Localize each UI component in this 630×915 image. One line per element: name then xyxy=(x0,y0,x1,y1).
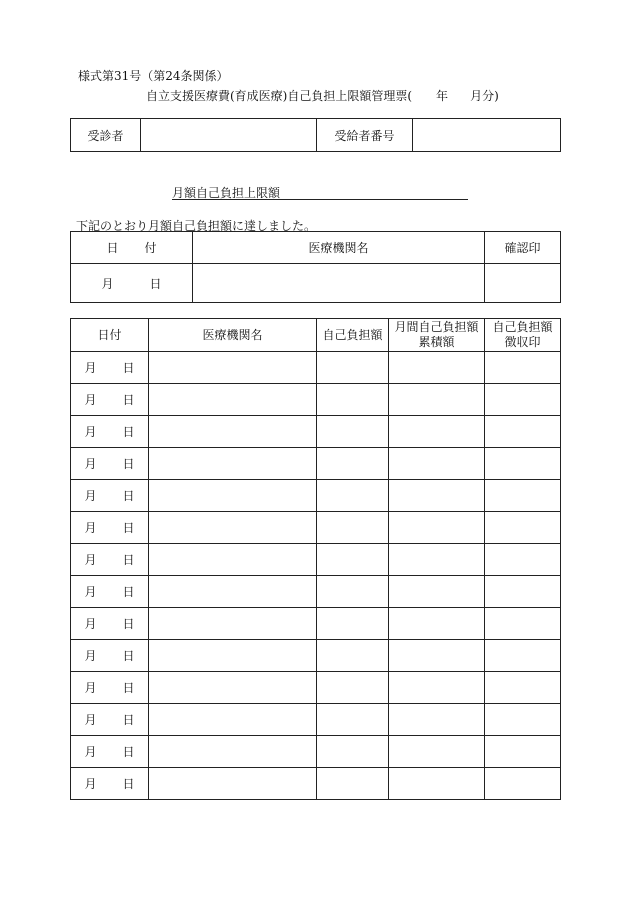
log-copay-cell[interactable] xyxy=(317,576,389,608)
confirmation-institution-cell[interactable] xyxy=(193,264,485,303)
date-header-part1: 日 xyxy=(106,241,119,255)
log-cumulative-cell[interactable] xyxy=(389,736,485,768)
date-header xyxy=(71,232,193,264)
log-stamp-cell[interactable] xyxy=(485,736,561,768)
month-label: 月 xyxy=(84,393,97,407)
recipient-number-field[interactable] xyxy=(413,119,561,152)
log-institution-cell[interactable] xyxy=(149,384,317,416)
patient-label: 受診者 xyxy=(71,119,141,152)
log-copay-cell[interactable] xyxy=(317,352,389,384)
log-date-cell[interactable] xyxy=(71,576,149,608)
day-label: 日 xyxy=(122,425,135,439)
log-stamp-cell[interactable] xyxy=(485,608,561,640)
log-institution-cell[interactable] xyxy=(149,768,317,800)
log-institution-cell[interactable] xyxy=(149,640,317,672)
monthly-limit-field[interactable] xyxy=(172,199,468,200)
table-row xyxy=(71,704,561,736)
table-row xyxy=(71,608,561,640)
month-label: 月 xyxy=(84,713,97,727)
stamp-header-line2: 徴収印 xyxy=(504,335,541,349)
month-label: 月 xyxy=(84,777,97,791)
institution-header: 医療機関名 xyxy=(193,232,485,264)
month-label: 月 xyxy=(84,361,97,375)
log-stamp-cell[interactable] xyxy=(485,672,561,704)
month-label: 月 xyxy=(84,425,97,439)
log-copay-cell[interactable] xyxy=(317,672,389,704)
log-institution-cell[interactable] xyxy=(149,512,317,544)
log-date-cell[interactable] xyxy=(71,352,149,384)
log-cumulative-cell[interactable] xyxy=(389,448,485,480)
log-cumulative-cell[interactable] xyxy=(389,768,485,800)
log-cumulative-cell[interactable] xyxy=(389,544,485,576)
log-date-cell[interactable] xyxy=(71,768,149,800)
log-stamp-cell[interactable] xyxy=(485,768,561,800)
table-row xyxy=(71,480,561,512)
table-row xyxy=(71,736,561,768)
day-label: 日 xyxy=(122,745,135,759)
log-copay-cell[interactable] xyxy=(317,608,389,640)
log-cumulative-cell[interactable] xyxy=(389,704,485,736)
log-date-cell[interactable] xyxy=(71,416,149,448)
log-institution-header: 医療機関名 xyxy=(149,319,317,352)
confirmation-date-cell[interactable] xyxy=(71,264,193,303)
day-label: 日 xyxy=(122,457,135,471)
cumulative-header-line1: 月間自己負担額 xyxy=(394,320,479,334)
log-cumulative-cell[interactable] xyxy=(389,608,485,640)
table-row xyxy=(71,768,561,800)
table-row xyxy=(71,448,561,480)
log-stamp-cell[interactable] xyxy=(485,352,561,384)
title-month: 月分) xyxy=(470,89,499,103)
log-copay-cell[interactable] xyxy=(317,640,389,672)
log-copay-header: 自己負担額 xyxy=(317,319,389,352)
log-copay-cell[interactable] xyxy=(317,768,389,800)
table-row xyxy=(71,512,561,544)
day-label: 日 xyxy=(122,713,135,727)
log-stamp-cell[interactable] xyxy=(485,640,561,672)
table-row xyxy=(71,576,561,608)
month-label: 月 xyxy=(84,649,97,663)
month-label: 月 xyxy=(101,276,114,291)
table-row xyxy=(71,416,561,448)
cumulative-header-line2: 累積額 xyxy=(418,335,455,349)
log-institution-cell[interactable] xyxy=(149,736,317,768)
log-date-cell[interactable] xyxy=(71,544,149,576)
day-label: 日 xyxy=(122,617,135,631)
form-number: 様式第31号（第24条関係） xyxy=(78,69,229,83)
log-date-cell[interactable] xyxy=(71,736,149,768)
patient-info-table xyxy=(70,118,561,152)
log-stamp-cell[interactable] xyxy=(485,576,561,608)
date-header-part2: 付 xyxy=(144,241,157,255)
log-cumulative-cell[interactable] xyxy=(389,576,485,608)
log-copay-cell[interactable] xyxy=(317,704,389,736)
day-label: 日 xyxy=(122,681,135,695)
log-date-cell[interactable] xyxy=(71,480,149,512)
log-copay-cell[interactable] xyxy=(317,480,389,512)
log-cumulative-header xyxy=(389,319,485,352)
notice-text: 下記のとおり月額自己負担額に達しました。 xyxy=(76,219,317,233)
log-cumulative-cell[interactable] xyxy=(389,512,485,544)
log-cumulative-cell[interactable] xyxy=(389,640,485,672)
log-stamp-cell[interactable] xyxy=(485,512,561,544)
month-label: 月 xyxy=(84,521,97,535)
log-stamp-cell[interactable] xyxy=(485,384,561,416)
month-label: 月 xyxy=(84,489,97,503)
log-date-cell[interactable] xyxy=(71,640,149,672)
log-copay-cell[interactable] xyxy=(317,544,389,576)
log-cumulative-cell[interactable] xyxy=(389,352,485,384)
log-institution-cell[interactable] xyxy=(149,544,317,576)
patient-name-field[interactable] xyxy=(141,119,317,152)
title-main: 自立支援医療費(育成医療)自己負担上限額管理票( xyxy=(146,89,413,103)
log-cumulative-cell[interactable] xyxy=(389,384,485,416)
log-stamp-cell[interactable] xyxy=(485,704,561,736)
month-label: 月 xyxy=(84,553,97,567)
log-institution-cell[interactable] xyxy=(149,416,317,448)
log-institution-cell[interactable] xyxy=(149,672,317,704)
log-cumulative-cell[interactable] xyxy=(389,672,485,704)
day-label: 日 xyxy=(122,489,135,503)
month-label: 月 xyxy=(84,617,97,631)
month-label: 月 xyxy=(84,681,97,695)
table-row xyxy=(71,352,561,384)
confirmation-stamp-cell[interactable] xyxy=(485,264,561,303)
table-row xyxy=(71,672,561,704)
log-stamp-cell[interactable] xyxy=(485,448,561,480)
day-label: 日 xyxy=(122,393,135,407)
log-copay-cell[interactable] xyxy=(317,736,389,768)
stamp-header-line1: 自己負担額 xyxy=(492,320,553,334)
log-date-cell[interactable] xyxy=(71,512,149,544)
confirmation-table xyxy=(70,231,561,303)
log-institution-cell[interactable] xyxy=(149,576,317,608)
log-copay-cell[interactable] xyxy=(317,448,389,480)
log-date-cell[interactable] xyxy=(71,608,149,640)
log-date-cell[interactable] xyxy=(71,448,149,480)
day-label: 日 xyxy=(122,521,135,535)
log-stamp-cell[interactable] xyxy=(485,416,561,448)
log-cumulative-cell[interactable] xyxy=(389,480,485,512)
stamp-header: 確認印 xyxy=(485,232,561,264)
log-date-cell[interactable] xyxy=(71,384,149,416)
copay-log-table xyxy=(70,318,561,800)
log-copay-cell[interactable] xyxy=(317,416,389,448)
log-copay-cell[interactable] xyxy=(317,512,389,544)
log-stamp-header xyxy=(485,319,561,352)
table-row xyxy=(71,640,561,672)
day-label: 日 xyxy=(122,585,135,599)
log-institution-cell[interactable] xyxy=(149,704,317,736)
log-institution-cell[interactable] xyxy=(149,608,317,640)
day-label: 日 xyxy=(149,276,162,291)
table-row xyxy=(71,384,561,416)
month-label: 月 xyxy=(84,745,97,759)
log-date-header: 日付 xyxy=(71,319,149,352)
log-institution-cell[interactable] xyxy=(149,480,317,512)
log-stamp-cell[interactable] xyxy=(485,544,561,576)
month-label: 月 xyxy=(84,457,97,471)
log-date-cell[interactable] xyxy=(71,704,149,736)
day-label: 日 xyxy=(122,777,135,791)
month-label: 月 xyxy=(84,585,97,599)
day-label: 日 xyxy=(122,649,135,663)
monthly-limit-label: 月額自己負担上限額 xyxy=(172,186,281,200)
log-cumulative-cell[interactable] xyxy=(389,416,485,448)
day-label: 日 xyxy=(122,361,135,375)
title-year: 年 xyxy=(436,89,449,103)
log-stamp-cell[interactable] xyxy=(485,480,561,512)
form-title xyxy=(146,87,499,104)
day-label: 日 xyxy=(122,553,135,567)
table-row xyxy=(71,544,561,576)
recipient-number-label: 受給者番号 xyxy=(317,119,413,152)
log-date-cell[interactable] xyxy=(71,672,149,704)
log-institution-cell[interactable] xyxy=(149,352,317,384)
log-copay-cell[interactable] xyxy=(317,384,389,416)
log-institution-cell[interactable] xyxy=(149,448,317,480)
